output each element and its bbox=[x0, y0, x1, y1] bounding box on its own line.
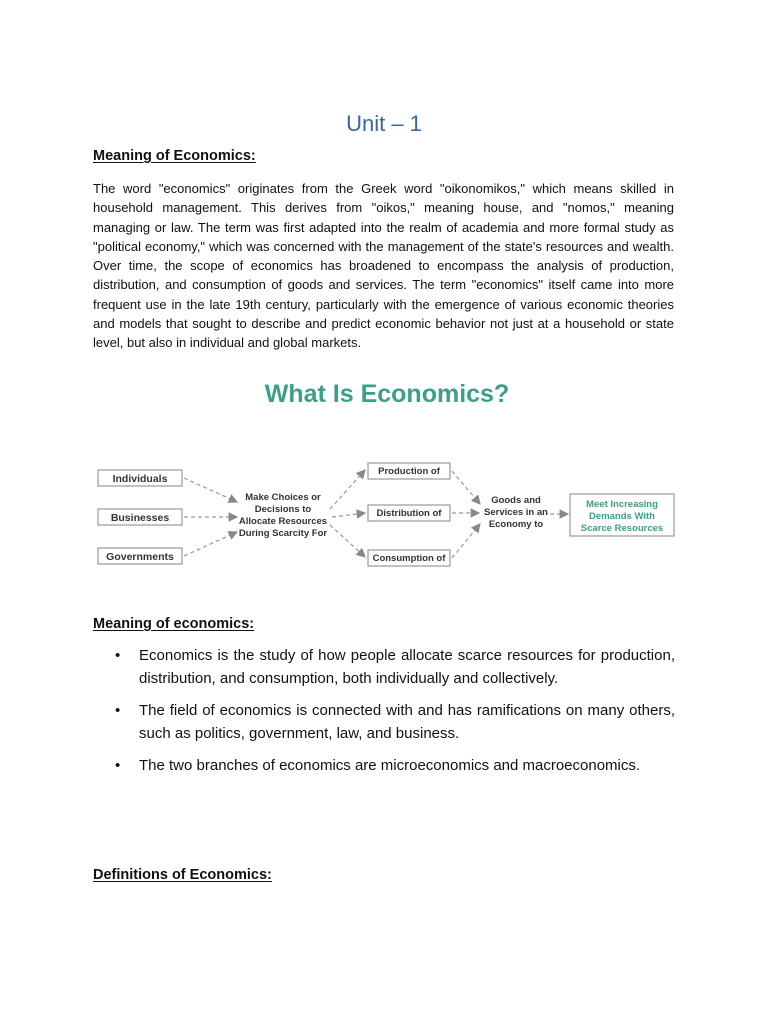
what-is-economics-diagram bbox=[92, 372, 682, 582]
list-item bbox=[93, 755, 675, 778]
distribution-label: Distribution of bbox=[376, 508, 442, 519]
list-item bbox=[93, 700, 675, 745]
bullet-text: The two branches of economics are microeconomics and macroeconomics. bbox=[139, 757, 641, 774]
arrow-consumption-goods bbox=[452, 524, 480, 558]
consumption-label: Consumption of bbox=[372, 553, 446, 564]
bullet-dot: • bbox=[115, 757, 121, 774]
diagram-title: What Is Economics? bbox=[264, 380, 510, 408]
section-heading-definitions: Definitions of Economics: bbox=[93, 867, 272, 883]
goods-text-line3: Economy to bbox=[488, 519, 544, 530]
arrow-individuals bbox=[184, 478, 237, 502]
arrow-to-production bbox=[330, 470, 365, 509]
arrow-production-goods bbox=[452, 471, 480, 504]
bullet-text: The field of economics is connected with and has ramifications on many others, such as politics, government, law, and business. bbox=[139, 702, 675, 742]
section-heading-meaning-of-economics: Meaning of Economics: bbox=[93, 148, 256, 164]
arrow-to-consumption bbox=[330, 525, 365, 557]
governments-label: Governments bbox=[106, 551, 174, 563]
production-label: Production of bbox=[378, 466, 440, 477]
bullet-dot: • bbox=[115, 647, 121, 664]
goods-text-line2: Services in an bbox=[484, 507, 548, 518]
final-text-line2: Demands With bbox=[589, 511, 655, 522]
final-text-line1: Meet Increasing bbox=[586, 499, 658, 510]
diagram-canvas bbox=[92, 372, 682, 582]
section-heading-meaning-of-economics-2: Meaning of economics: bbox=[93, 616, 255, 632]
intro-paragraph: The word "economics" originates from the Greek word "oikonomikos," which means skilled in household management. This derives from "oikos," meaning house, and "nomos," meaning managing or law. The term was first adapted into the realm of academia and more formal study as "political economy," which was concerned with the management of the state's resources and wealth. Over time, the scope of economics has broadened to encompass the analysis of production, distribution, and consumption of goods and services. The term "economics" itself came into more frequent use in the late 19th century, particularly with the emergence of various economic theories and models that sought to describe and predict economic behavior not just at a household or state level, but also in individual and global markets. bbox=[93, 181, 674, 351]
center-text-line2: Decisions to bbox=[254, 504, 312, 515]
center-text-line3: Allocate Resources bbox=[238, 516, 328, 527]
center-text-line1: Make Choices or bbox=[245, 492, 321, 503]
goods-text-line1: Goods and bbox=[491, 495, 541, 506]
bullet-text: Economics is the study of how people allocate scarce resources for production, distribution, and consumption, both individually and collectively. bbox=[139, 647, 675, 687]
arrow-to-distribution bbox=[332, 513, 365, 517]
meaning-bullet-list bbox=[93, 645, 675, 788]
arrow-governments bbox=[184, 532, 237, 556]
center-text-line4: During Scarcity For bbox=[238, 528, 328, 539]
bullet-dot: • bbox=[115, 702, 121, 719]
list-item bbox=[93, 645, 675, 690]
individuals-label: Individuals bbox=[112, 473, 168, 485]
final-text-line3: Scarce Resources bbox=[580, 523, 664, 534]
page-title: Unit – 1 bbox=[346, 111, 422, 136]
businesses-label: Businesses bbox=[110, 512, 170, 524]
